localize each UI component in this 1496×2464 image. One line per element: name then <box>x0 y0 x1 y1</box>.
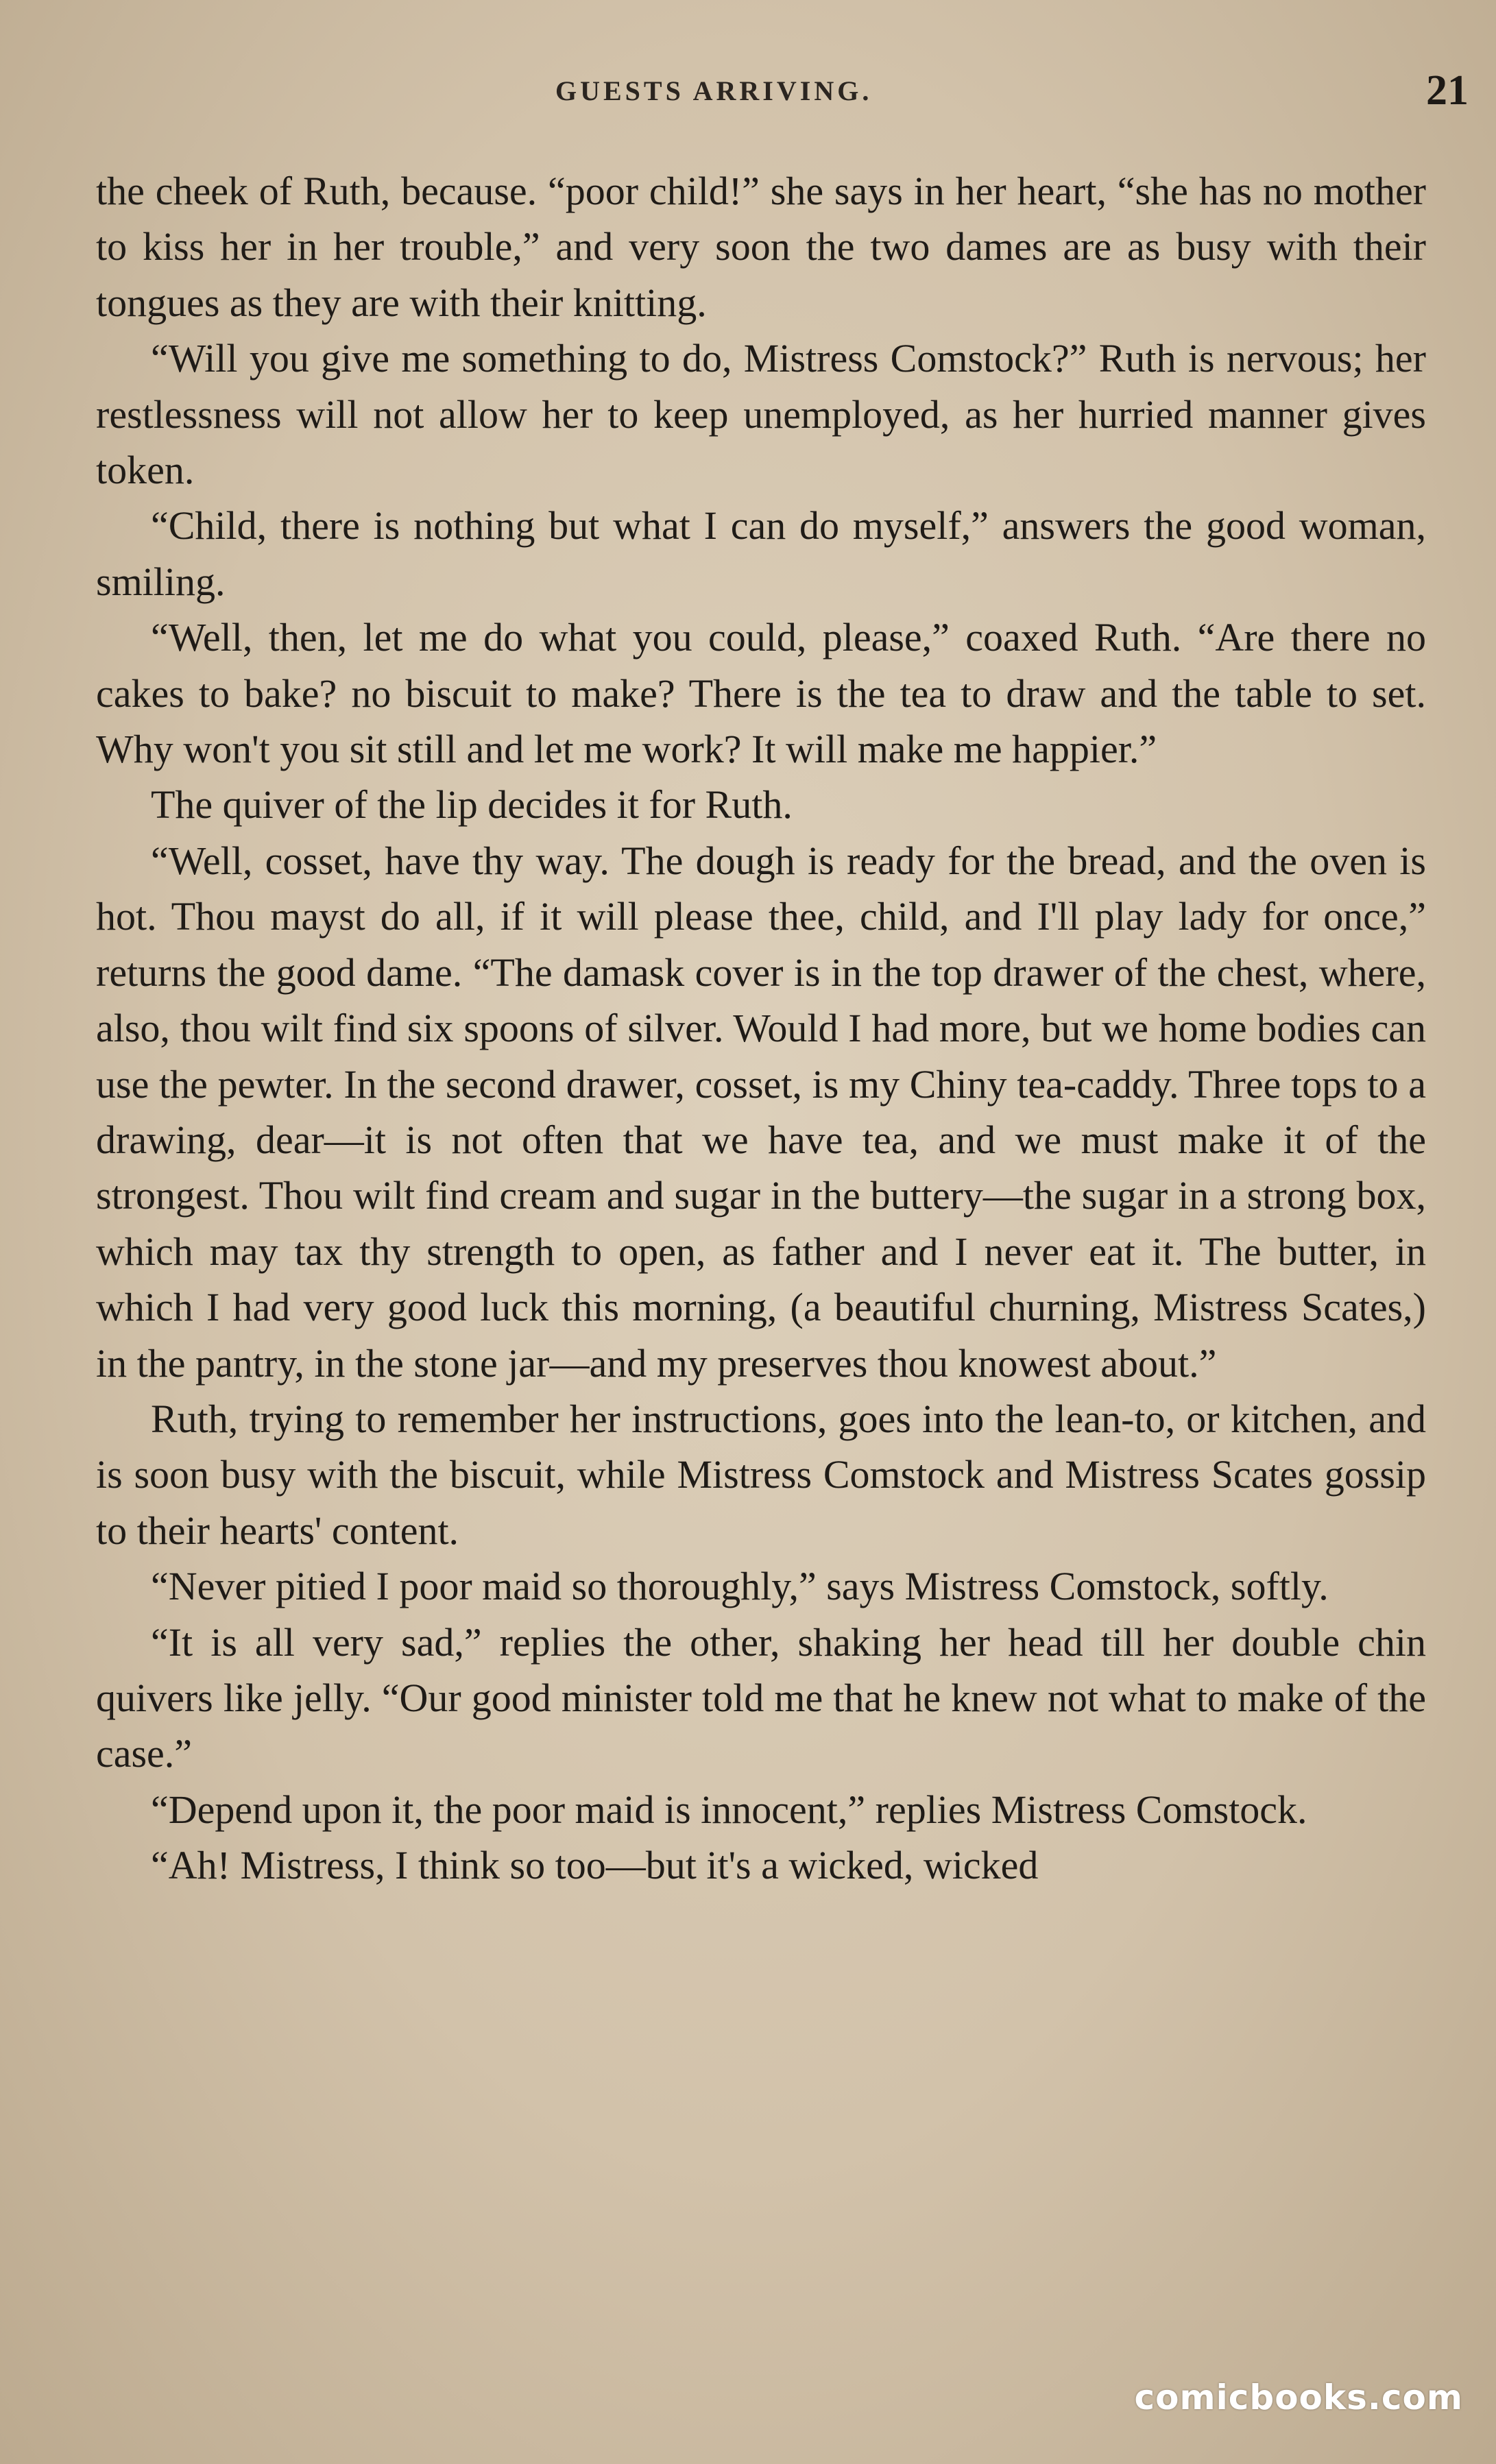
page-number: 21 <box>1426 67 1469 114</box>
body-text <box>96 163 1426 1894</box>
paragraph: “Child, there is nothing but what I can do myself,” answers the good woman, smiling. <box>96 503 1426 604</box>
running-head: GUESTS ARRIVING. <box>555 75 873 106</box>
paragraph: Ruth, trying to remember her instructions, goes into the lean-to, or kitchen, and is soon busy with the biscuit, while Mistress Comstock and Mistress Scates gossip to their hearts' content. <box>96 1396 1426 1553</box>
paragraph: “Depend upon it, the poor maid is innocent,” replies Mistress Comstock. <box>151 1787 1307 1832</box>
page-header <box>0 65 1496 120</box>
watermark: comicbooks.com <box>1134 2378 1463 2417</box>
paragraph: “Well, then, let me do what you could, please,” coaxed Ruth. “Are there no cakes to bake? no biscuit to make? There is the tea to draw and the table to set. Why won't you sit still and let me work? It will make me happier.” <box>96 615 1426 772</box>
paragraph: “Never pitied I poor maid so thoroughly,” says Mistress Comstock, softly. <box>151 1564 1329 1609</box>
paragraph: the cheek of Ruth, because. “poor child!” she says in her heart, “she has no mother to kiss her in her trouble,” and very soon the two dames are as busy with their tongues as they are with their knitting. <box>96 169 1426 325</box>
paragraph: “Ah! Mistress, I think so too—but it's a wicked, wicked <box>151 1843 1039 1888</box>
paragraph: “It is all very sad,” replies the other, shaking her head till her double chin quivers like jelly. “Our good minister told me that he knew not what to make of the case.” <box>96 1619 1426 1776</box>
paragraph: “Will you give me something to do, Mistress Comstock?” Ruth is nervous; her restlessness will not allow her to keep unemployed, as her hurried manner gives token. <box>96 336 1426 493</box>
paragraph: The quiver of the lip decides it for Ruth. <box>151 782 793 828</box>
paragraph: “Well, cosset, have thy way. The dough is ready for the bread, and the oven is hot. Thou mayst do all, if it will please thee, child, and I'll play lady for once,” returns the good dame. “The damask cover is in the top drawer of the chest, where, also, thou wilt find six spoons of silver. Would I had more, but we home bodies can use the pewter. In the second drawer, cosset, is my Chiny tea-caddy. Three tops to a drawing, dear—it is not often that we have tea, and we must make it of the strongest. Thou wilt find cream and sugar in the buttery—the sugar in a strong box, which may tax thy strength to open, as father and I never eat it. The butter, in which I had very good luck this morning, (a beautiful churning, Mistress Scates,) in the pantry, in the stone jar—and my preserves thou knowest about.” <box>96 838 1426 1386</box>
